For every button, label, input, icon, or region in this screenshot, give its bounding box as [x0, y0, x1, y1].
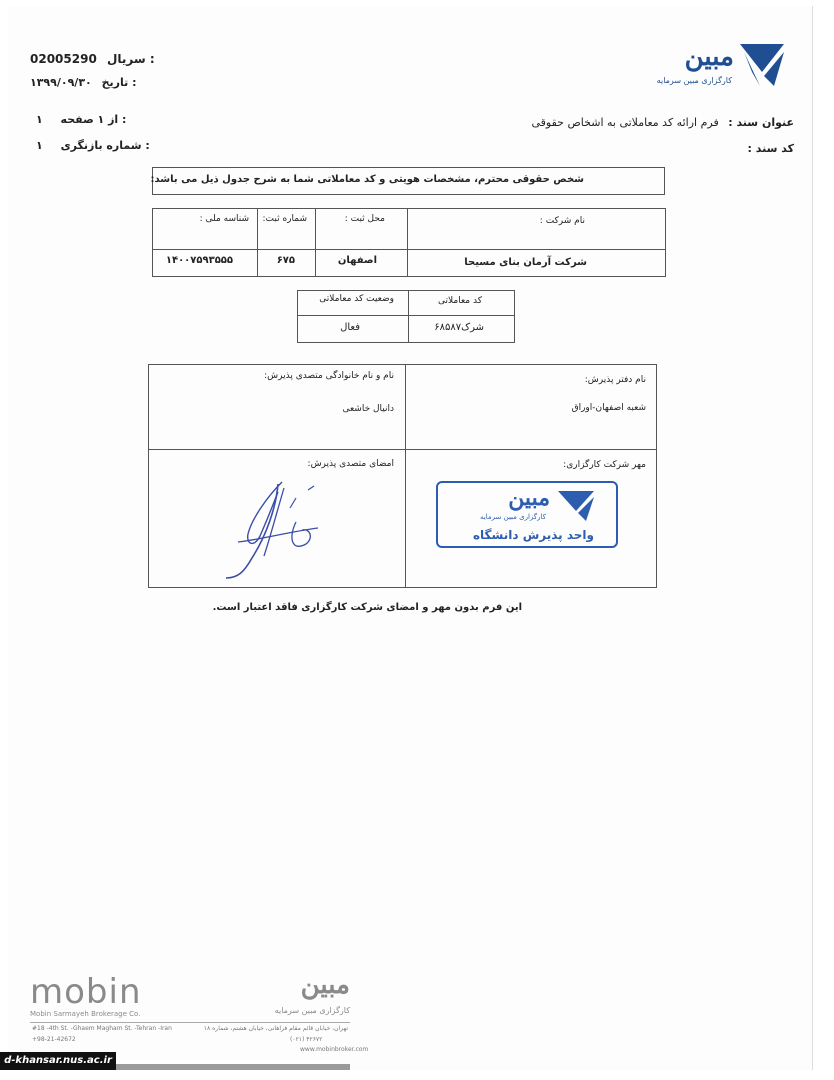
- stamp-label: مهر شرکت کارگزاری:: [563, 460, 646, 470]
- revision-value: ۱: [36, 139, 43, 152]
- validity-note: این فرم بدون مهر و امضای شرکت کارگزاری فاقد اعتبار است.: [212, 602, 522, 613]
- signature-label: امضای متصدی پذیرش:: [307, 459, 394, 469]
- reg-number-header: شماره ثبت:: [262, 214, 307, 224]
- logo-subtitle: کارگزاری مبین سرمایه: [656, 76, 732, 85]
- national-id-header: شناسه ملی :: [199, 214, 249, 224]
- trading-code-value: شرک۶۸۵۸۷: [434, 322, 484, 333]
- page-label: صفحه :: [60, 113, 127, 126]
- footer-brand-fa: [258, 970, 354, 1022]
- national-id-value: ۱۴۰۰۷۵۹۳۵۵۵: [165, 255, 233, 266]
- footer-address-fa: تهران، خیابان قائم مقام فراهانی، خیابان هشتم، شماره ۱۸: [203, 1025, 348, 1032]
- company-name-header: نام شرکت :: [539, 216, 585, 226]
- office-label: نام دفتر پذیرش:: [584, 375, 646, 385]
- page-number: [36, 113, 126, 126]
- serial-label: سریال :: [106, 52, 155, 66]
- doc-title-label: عنوان سند :: [728, 116, 794, 129]
- stamp-logo-icon: [556, 489, 596, 523]
- serial-value: 02005290: [30, 52, 97, 66]
- code-status-value: فعال: [340, 322, 360, 333]
- code-status-header: وضعیت کد معاملاتی: [319, 294, 394, 304]
- revision: [36, 139, 150, 152]
- doc-title: [532, 116, 795, 129]
- trading-code-header: کد معاملاتی: [438, 296, 482, 306]
- stamp-subtitle: کارگزاری مبین سرمایه: [480, 513, 546, 521]
- footer-brand-en-name: mobin: [30, 972, 142, 1012]
- reg-place-header: محل ثبت :: [344, 214, 385, 224]
- company-name-value: شرکت آرمان بنای مسیحا: [464, 257, 587, 268]
- company-table: [152, 208, 666, 277]
- footer-phone-en: +98-21-42672: [32, 1036, 76, 1043]
- intro-box: [152, 167, 665, 195]
- footer-brand-en-sub: Mobin Sarmayeh Brokerage Co.: [30, 1010, 141, 1018]
- revision-label: شماره بازنگری :: [60, 139, 150, 152]
- trading-code-table: [297, 290, 515, 343]
- doc-title-value: فرم ارائه کد معاملاتی به اشخاص حقوقی: [531, 116, 719, 129]
- date-label: تاریخ :: [101, 76, 137, 89]
- office-value: شعبه اصفهان-اوراق: [571, 403, 646, 413]
- page-value: ۱ از ۱: [36, 113, 119, 126]
- company-stamp: [436, 481, 618, 548]
- source-watermark-badge: d-khansar.nus.ac.ir: [0, 1052, 116, 1070]
- footer-phone-fa: (۰۲۱) ۴۲۶۷۲: [290, 1036, 323, 1043]
- logo-name: مبین: [684, 42, 734, 72]
- footer-divider: [30, 1022, 350, 1023]
- footer-brand-en: [30, 972, 142, 1018]
- stamp-unit: واحد پذیرش دانشگاه: [472, 528, 594, 542]
- footer-website: www.mobinbroker.com: [300, 1046, 369, 1053]
- officer-value: دانیال خاشعی: [342, 404, 394, 414]
- intro-text: شخص حقوقی محترم، مشخصات هویتی و کد معاملاتی شما به شرح جدول ذیل می باشد:: [150, 174, 584, 185]
- serial: [30, 52, 155, 66]
- doc-code-label: کد سند :: [747, 142, 794, 155]
- date: [30, 76, 136, 89]
- footer-brand-fa-sub: کارگزاری مبین سرمایه: [274, 1006, 350, 1015]
- date-value: ۱۳۹۹/۰۹/۳۰: [30, 76, 92, 89]
- mobin-logo: [648, 42, 788, 96]
- footer-brand-fa-name: مبین: [300, 970, 350, 1000]
- officer-label: نام و نام خانوادگی متصدی پذیرش:: [264, 371, 394, 381]
- reg-number-value: ۶۷۵: [276, 255, 295, 266]
- reg-place-value: اصفهان: [337, 255, 377, 266]
- footer-address-en: #18 -4th St. -Ghaem Magham St. -Tehran -Iran: [32, 1025, 172, 1032]
- signature-drawing: [218, 478, 328, 582]
- stamp-logo-name: مبین: [508, 485, 550, 511]
